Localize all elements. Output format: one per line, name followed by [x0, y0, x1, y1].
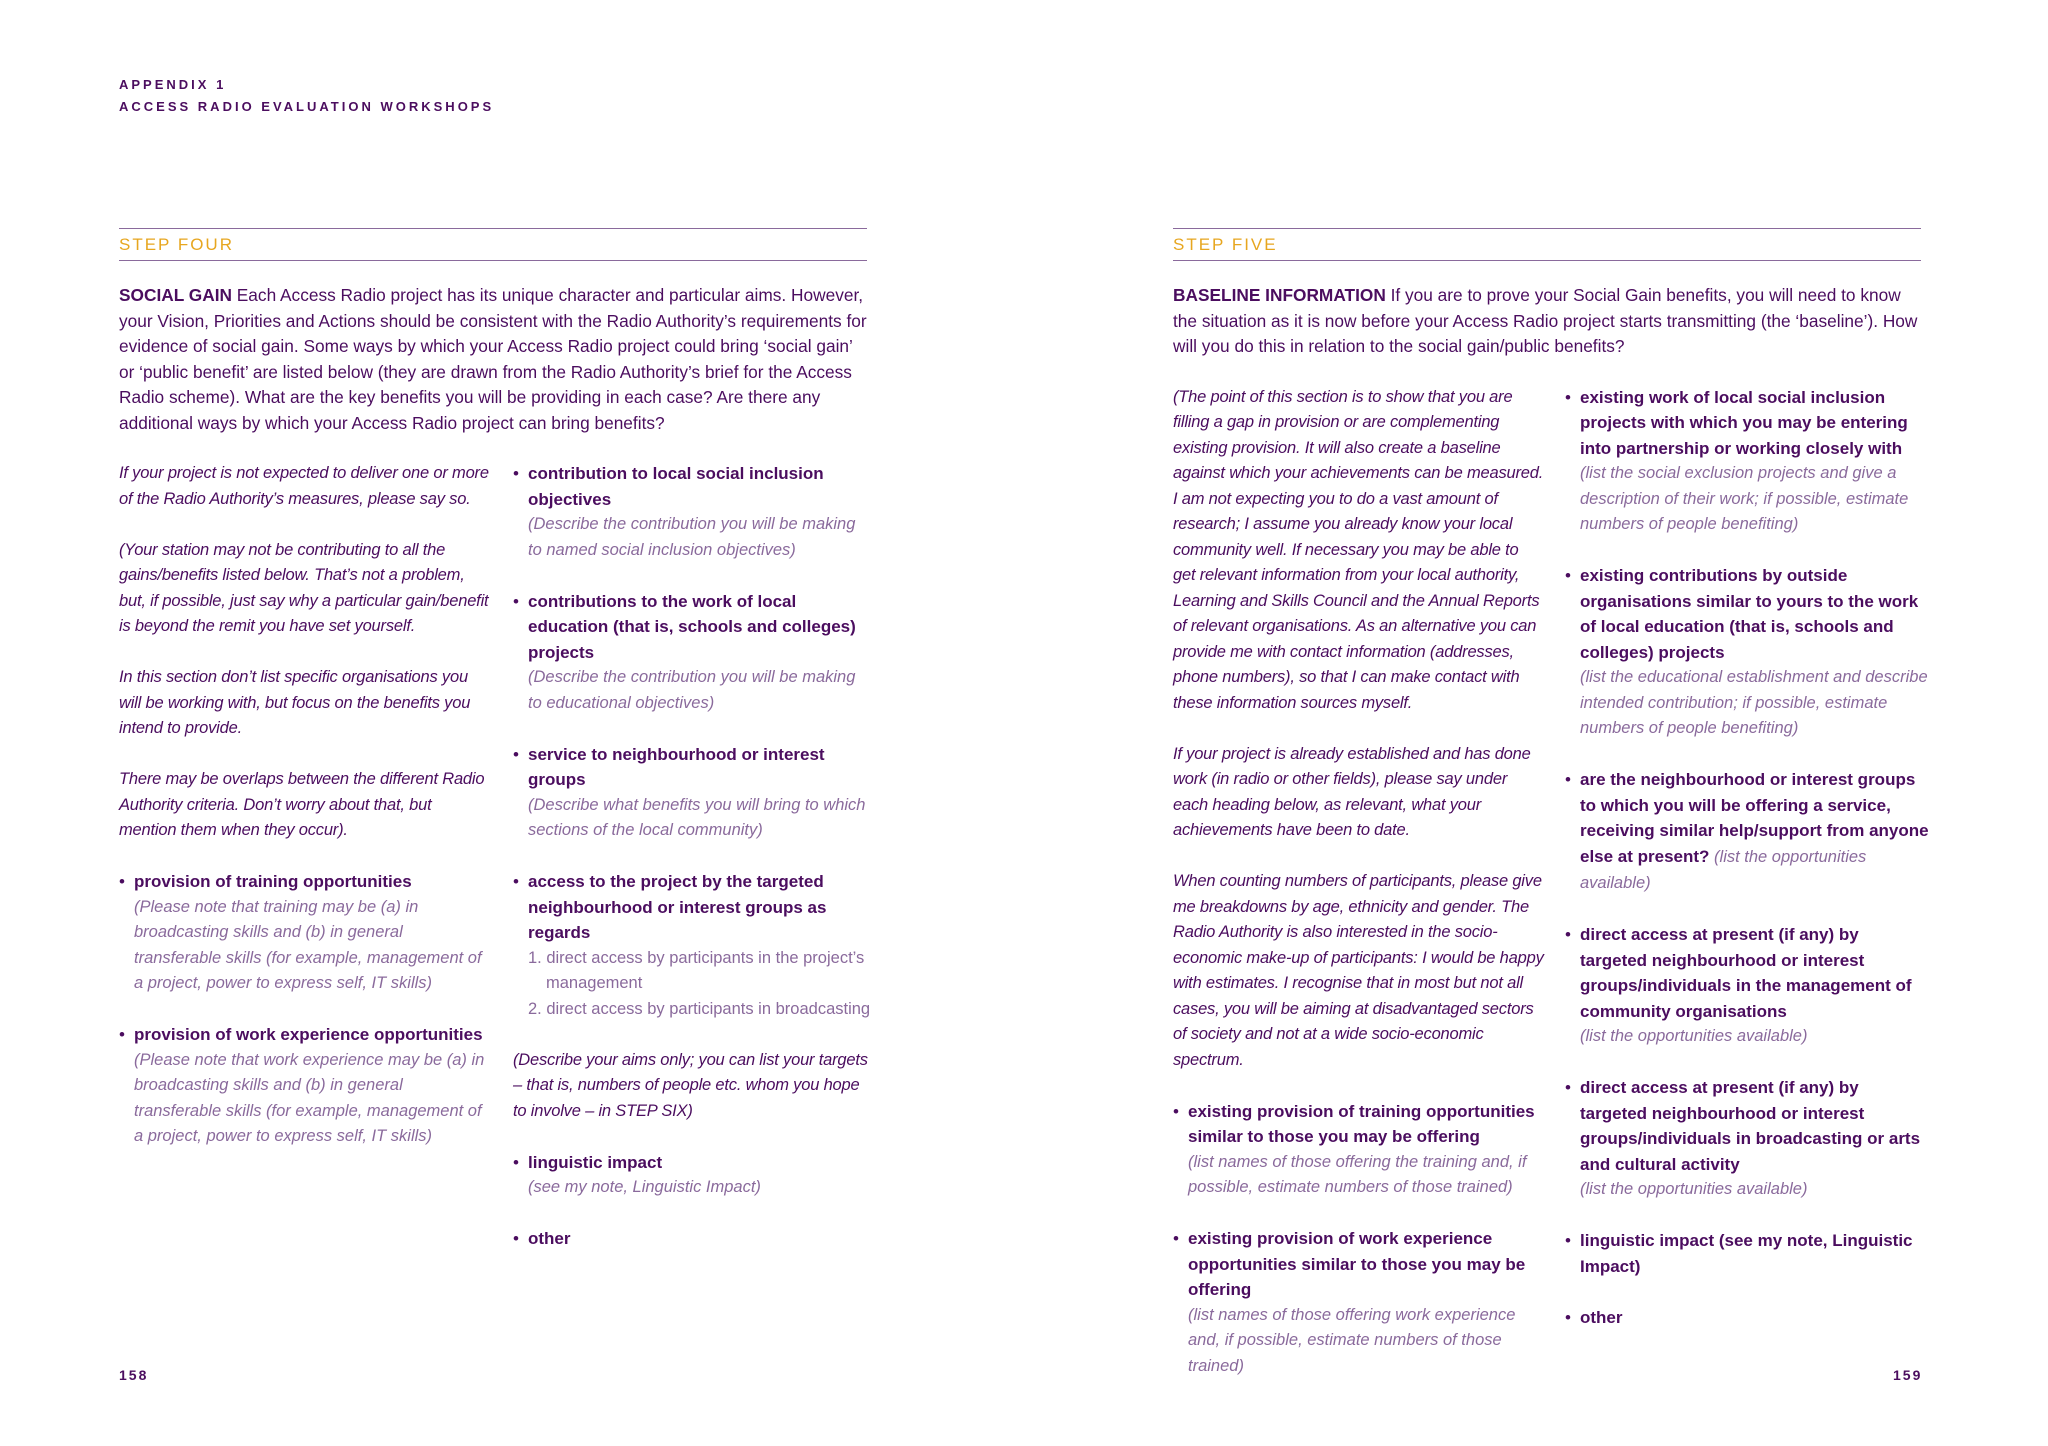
guidance-paragraph: If your project is not expected to deliver one or more of the Radio Authority’s measures, please say so.: [119, 464, 489, 508]
left-page: [119, 228, 871, 1277]
item-note: (list names of those offering work experience and, if possible, estimate numbers of those trained): [1188, 1305, 1516, 1375]
header-section: ACCESS RADIO EVALUATION WORKSHOPS: [119, 99, 495, 114]
item-label: existing provision of work experience opportunities similar to those you may be offering: [1188, 1229, 1526, 1299]
item-note: (Describe what benefits you will bring to which sections of the local community): [528, 795, 866, 839]
item-note: (Please note that work experience may be (a) in broadcasting skills and (b) in general transferable skills (for example, management of a project, power to express self, IT skills): [134, 1050, 485, 1145]
item-note: (list the opportunities available): [1580, 847, 1867, 892]
list-item: • contributions to the work of local education (that is, schools and colleges) projects (Describe the contribution you will be making to educational objectives): [513, 589, 873, 717]
item-label: other: [528, 1229, 571, 1248]
item-note: (list the educational establishment and describe intended contribution; if possible, estimate numbers of people benefiting): [1580, 668, 1928, 737]
item-label: linguistic impact: [528, 1152, 663, 1172]
list-item: • service to neighbourhood or interest groups (Describe what benefits you will bring to which sections of the local community): [513, 742, 873, 844]
item-label: contribution to local social inclusion objectives: [528, 464, 824, 509]
item-note: (list the opportunities available): [1580, 1027, 1808, 1045]
item-label: existing contributions by outside organisations similar to yours to the work of local education (that is, schools and colleges) projects: [1580, 566, 1919, 662]
guidance-paragraph: There may be overlaps between the different Radio Authority criteria. Don’t worry about that, but mention them when they occur).: [119, 770, 485, 839]
right-column-2: [1565, 385, 1930, 1405]
item-note: (list names of those offering the training and, if possible, estimate numbers of those trained): [1188, 1152, 1527, 1196]
guidance-paragraph: (Describe your aims only; you can list your targets – that is, numbers of people etc. whom you hope to involve – in STEP SIX): [513, 1050, 868, 1120]
item-note: (list the social exclusion projects and give a description of their work; if possible, estimate numbers of people benefiting): [1580, 464, 1909, 533]
list-item: • linguistic impact (see my note, Linguistic Impact): [1565, 1231, 1913, 1276]
sub-item: 1. direct access by participants in the project’s management: [528, 948, 865, 992]
list-item: • other: [1565, 1307, 1623, 1327]
list-item: • existing work of local social inclusion projects with which you may be entering into partnership or working closely with (list the social exclusion projects and give a description of their work; if possible, estimate numbers of people benefiting): [1565, 385, 1930, 538]
intro-lead: SOCIAL GAIN: [119, 285, 232, 305]
list-item: • direct access at present (if any) by targeted neighbourhood or interest groups/individuals in the management of community organisations (list the opportunities available): [1565, 922, 1930, 1050]
guidance-paragraph: (Your station may not be contributing to all the gains/benefits listed below. That’s not a problem, but, if possible, just say why a particular gain/benefit is beyond the remit you have set yourself.: [119, 540, 489, 635]
item-label: other: [1580, 1307, 1623, 1327]
guidance-paragraph: When counting numbers of participants, please give me breakdowns by age, ethnicity and gender. The Radio Authority is also interested in the socio-economic make-up of participants: I would be happy with estimates. I recognise that in most but not all cases, you will be aiming at disadvantaged sectors of society and not at a wide socio-economic spectrum.: [1173, 872, 1544, 1069]
item-label: existing provision of training opportunities similar to those you may be offering: [1188, 1101, 1535, 1146]
item-note: (list the opportunities available): [1580, 1180, 1808, 1198]
intro-text: Each Access Radio project has its unique character and particular aims. However, your Vision, Priorities and Actions should be consistent with the Radio Authority’s requirements for evidence of social gain. Some ways by which your Access Radio project could bring ‘social gain’ or ‘public benefit’ are listed below (they are drawn from the Radio Authority’s brief for the Access Radio scheme). What are the key benefits you will be providing in each case? Are there any additional ways by which your Access Radio project can bring benefits?: [119, 285, 867, 433]
item-label: direct access at present (if any) by targeted neighbourhood or interest groups/individuals in broadcasting or arts and cultural activity: [1580, 1078, 1921, 1174]
list-item: • are the neighbourhood or interest groups to which you will be offering a service, receiving similar help/support from anyone else at present? (list the opportunities available): [1565, 770, 1929, 892]
guidance-paragraph: (The point of this section is to show that you are filling a gap in provision or are complementing existing provision. It will also create a baseline against which your achievements can be measured. I am not expecting you to do a vast amount of research; I assume you already know your local community well. If necessary you may be able to get relevant information from your local authority, Learning and Skills Council and the Annual Reports of relevant organisations. As an alternative you can provide me with contact information (addresses, phone numbers), so that I can make contact with these information sources myself.: [1173, 387, 1544, 712]
item-label: contributions to the work of local education (that is, schools and colleges) projects: [528, 591, 856, 662]
item-note: (Please note that training may be (a) in broadcasting skills and (b) in general transferable skills (for example, management of a project, power to express self, IT skills): [134, 897, 482, 992]
list-item: • linguistic impact (see my note, Linguistic Impact): [513, 1150, 873, 1201]
list-item: • provision of training opportunities (Please note that training may be (a) in broadcasting skills and (b) in general transferable skills (for example, management of a project, power to express self, IT skills): [119, 869, 490, 997]
item-label: provision of work experience opportunities: [134, 1025, 483, 1044]
list-item: • existing contributions by outside organisations similar to yours to the work of local education (that is, schools and colleges) projects (list the educational establishment and describe intended contribution; if possible, estimate numbers of people benefiting): [1565, 563, 1930, 742]
left-column-1: [119, 461, 490, 1277]
item-label: access to the project by the targeted neighbourhood or interest groups as regards: [528, 872, 827, 942]
list-item: • other: [513, 1229, 571, 1248]
item-label: linguistic impact (see my note, Linguistic Impact): [1580, 1231, 1913, 1276]
running-header: [119, 74, 494, 118]
list-item: • contribution to local social inclusion objectives (Describe the contribution you will be making to named social inclusion objectives): [513, 461, 873, 563]
list-item: • direct access at present (if any) by targeted neighbourhood or interest groups/individuals in broadcasting or arts and cultural activity (list the opportunities available): [1565, 1075, 1930, 1203]
intro-text: If you are to prove your Social Gain benefits, you will need to know the situation as it is now before your Access Radio project starts transmitting (the ‘baseline’). How will you do this in relation to the social gain/public benefits?: [1173, 285, 1918, 356]
list-item: • access to the project by the targeted neighbourhood or interest groups as regards 1. direct access by participants in the project’s management 2. direct access by participants in broadcasting: [513, 869, 873, 1022]
guidance-paragraph: If your project is already established and has done work (in radio or other fields), please say under each heading below, as relevant, what your achievements have been to date.: [1173, 744, 1531, 839]
header-appendix: APPENDIX 1: [119, 77, 227, 92]
baseline-intro: [1173, 283, 1921, 360]
right-column-1: [1173, 385, 1545, 1405]
item-note: (Describe the contribution you will be making to named social inclusion objectives): [528, 515, 856, 559]
left-column-2: [513, 461, 873, 1277]
item-label: provision of training opportunities: [134, 872, 412, 891]
sub-item: 2. direct access by participants in broadcasting: [528, 999, 871, 1018]
page-number-left: 158: [119, 1367, 149, 1383]
item-label: existing work of local social inclusion projects with which you may be entering into partnership or working closely with: [1580, 387, 1908, 458]
item-note: (see my note, Linguistic Impact): [528, 1178, 761, 1196]
right-page: [1173, 228, 1929, 1405]
step-four-title: STEP FOUR: [119, 228, 867, 261]
item-label: are the neighbourhood or interest groups to which you will be offering a service, receiving similar help/support from anyone else at present?: [1580, 770, 1929, 866]
page-number-right: 159: [1893, 1367, 1923, 1383]
list-item: • existing provision of work experience opportunities similar to those you may be offering (list names of those offering work experience and, if possible, estimate numbers of those trained): [1173, 1226, 1545, 1379]
list-item: • existing provision of training opportunities similar to those you may be offering (list names of those offering the training and, if possible, estimate numbers of those trained): [1173, 1099, 1545, 1201]
list-item: • provision of work experience opportunities (Please note that work experience may be (a) in broadcasting skills and (b) in general transferable skills (for example, management of a project, power to express self, IT skills): [119, 1022, 490, 1150]
item-note: (Describe the contribution you will be making to educational objectives): [528, 668, 856, 712]
guidance-paragraph: In this section don’t list specific organisations you will be working with, but focus on the benefits you intend to provide.: [119, 668, 471, 737]
item-label: service to neighbourhood or interest groups: [528, 744, 825, 789]
social-gain-intro: [119, 283, 867, 436]
item-label: direct access at present (if any) by targeted neighbourhood or interest groups/individuals in the management of community organisations: [1580, 925, 1912, 1021]
intro-lead: BASELINE INFORMATION: [1173, 285, 1386, 305]
step-five-title: STEP FIVE: [1173, 228, 1921, 261]
